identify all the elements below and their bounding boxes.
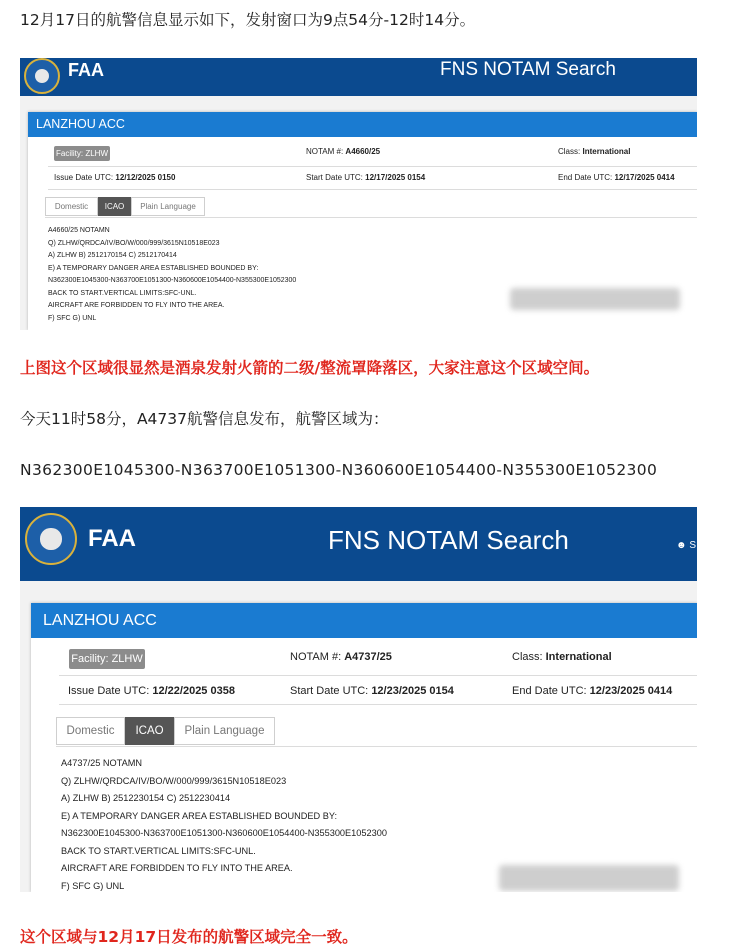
notam-line: N362300E1045300-N363700E1051300-N360600E1054400-N355300E1052300 <box>61 828 387 838</box>
notam-line: AIRCRAFT ARE FORBIDDEN TO FLY INTO THE AREA. <box>48 302 225 309</box>
notam-screenshot-1 <box>20 58 697 330</box>
notam-card <box>31 603 697 892</box>
end-date: End Date UTC: 12/17/2025 0414 <box>558 173 675 182</box>
start-date: Start Date UTC: 12/17/2025 0154 <box>306 173 426 182</box>
divider <box>48 189 697 190</box>
format-tabs <box>56 717 275 745</box>
tab-domestic[interactable]: Domestic <box>45 197 98 216</box>
end-date: End Date UTC: 12/23/2025 0414 <box>512 685 673 697</box>
notam-line: Q) ZLHW/QRDCA/IV/BO/W/000/999/3615N10518E023 <box>48 239 220 247</box>
notam-card <box>28 112 697 330</box>
notam-number: NOTAM #: A4660/25 <box>306 147 381 156</box>
notam-class: Class: International <box>558 147 631 156</box>
faa-logo: FAA <box>68 60 104 80</box>
divider <box>59 704 697 705</box>
faa-seal-icon <box>24 58 60 94</box>
notam-class: Class: International <box>512 651 612 663</box>
notam-line: A4737/25 NOTAMN <box>61 758 143 768</box>
issue-date: Issue Date UTC: 12/22/2025 0358 <box>68 685 235 697</box>
notam-line: E) A TEMPORARY DANGER AREA ESTABLISHED BOUNDED BY: <box>48 264 259 272</box>
intro-paragraph: 12月17日的航警信息显示如下，发射窗口为9点54分-12时14分。 <box>20 11 476 29</box>
card-header: LANZHOU ACC <box>28 112 697 137</box>
issue-date: Issue Date UTC: 12/12/2025 0150 <box>54 173 176 182</box>
faa-logo: FAA <box>88 525 136 552</box>
divider <box>45 217 697 218</box>
user-icon: ☻ <box>676 540 687 551</box>
coordinates-paragraph: N362300E1045300-N363700E1051300-N360600E1054400-N355300E1052300 <box>20 461 658 479</box>
app-title: FNS NOTAM Search <box>328 525 569 555</box>
app-title: FNS NOTAM Search <box>440 59 616 80</box>
facility-badge: Facility: ZLHW <box>69 649 145 669</box>
notam-screenshot-2 <box>20 507 697 892</box>
card-header: LANZHOU ACC <box>31 603 697 638</box>
notam-line: F) SFC G) UNL <box>48 314 97 322</box>
user-menu[interactable]: ☻ S <box>676 540 696 551</box>
notam-line: A4660/25 NOTAMN <box>48 227 110 234</box>
notam-line: E) A TEMPORARY DANGER AREA ESTABLISHED BOUNDED BY: <box>61 810 338 821</box>
notam-line: N362300E1045300-N363700E1051300-N360600E1054400-N355300E1052300 <box>48 277 297 284</box>
notice-paragraph: 今天11时58分，A4737航警信息发布，航警区域为： <box>20 410 389 428</box>
divider <box>56 746 697 747</box>
format-tabs <box>45 197 205 216</box>
highlight-paragraph: 上图这个区域很显然是酒泉发射火箭的二级/整流罩降落区，大家注意这个区域空间。 <box>20 359 600 377</box>
tab-icao[interactable]: ICAO <box>98 197 131 216</box>
notam-text <box>61 755 387 892</box>
notam-line: F) SFC G) UNL <box>61 880 125 891</box>
facility-badge: Facility: ZLHW <box>54 146 110 161</box>
notam-line: A) ZLHW B) 2512170154 C) 2512170414 <box>48 252 177 259</box>
faa-header-bar <box>20 58 697 96</box>
tab-plain-language[interactable]: Plain Language <box>131 197 205 216</box>
start-date: Start Date UTC: 12/23/2025 0154 <box>290 685 454 697</box>
notam-number: NOTAM #: A4737/25 <box>290 651 392 663</box>
faa-header-bar <box>20 507 697 581</box>
faa-seal-icon <box>25 513 77 565</box>
tab-plain-language[interactable]: Plain Language <box>174 717 275 745</box>
blurred-region <box>510 288 680 310</box>
blurred-region <box>499 865 679 891</box>
tab-domestic[interactable]: Domestic <box>56 717 125 745</box>
notam-line: BACK TO START.VERTICAL LIMITS:SFC-UNL. <box>48 289 197 297</box>
notam-line: A) ZLHW B) 2512230154 C) 2512230414 <box>61 793 231 803</box>
divider <box>59 675 697 676</box>
conclusion-paragraph: 这个区域与12月17日发布的航警区域完全一致。 <box>20 928 358 946</box>
notam-line: Q) ZLHW/QRDCA/IV/BO/W/000/999/3615N10518E023 <box>61 775 287 786</box>
notam-text <box>48 225 296 325</box>
tab-icao[interactable]: ICAO <box>125 717 174 745</box>
notam-line: BACK TO START.VERTICAL LIMITS:SFC-UNL. <box>61 845 256 856</box>
notam-line: AIRCRAFT ARE FORBIDDEN TO FLY INTO THE AREA. <box>61 863 293 873</box>
divider <box>48 166 697 167</box>
